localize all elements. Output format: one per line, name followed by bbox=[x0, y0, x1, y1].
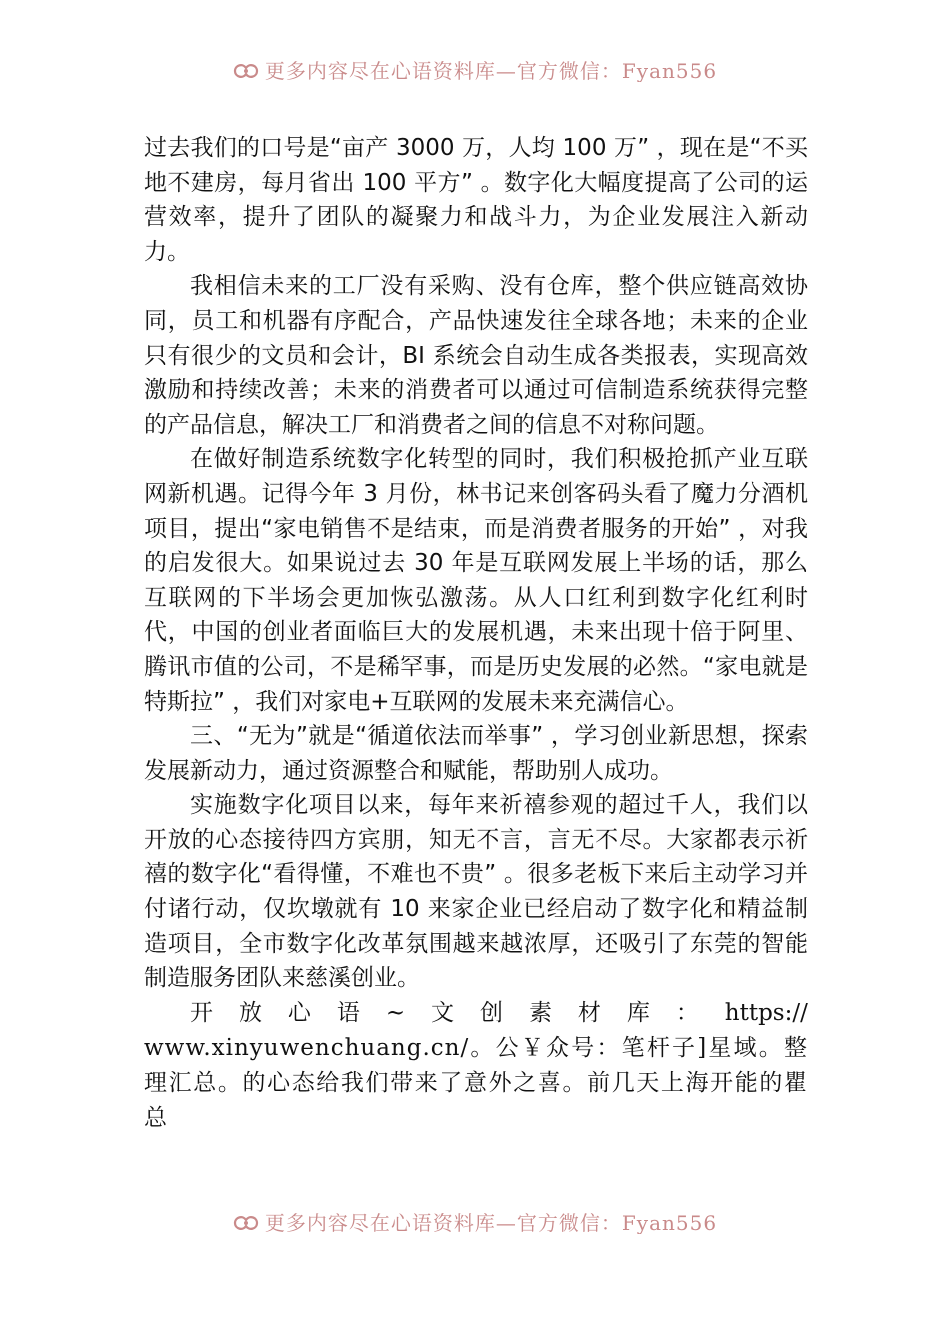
spread-char: 文 bbox=[431, 999, 455, 1026]
spread-char: 语 bbox=[336, 999, 360, 1026]
spread-serif-line bbox=[144, 996, 808, 1031]
serif-tail-paragraph: www.xinyuwenchuang.cn/。公￥众号：笔杆子]星域。整理汇总。的心态给我们带来了意外之喜。前几天上海开能的瞿总 bbox=[144, 1034, 808, 1131]
spread-char: 创 bbox=[480, 999, 503, 1026]
watermark-logo-icon bbox=[233, 1214, 259, 1235]
header-watermark bbox=[0, 60, 950, 82]
watermark-logo-icon bbox=[233, 62, 259, 83]
spread-char: 库 bbox=[626, 999, 650, 1026]
spread-char: ~ bbox=[385, 999, 406, 1026]
spread-char: 心 bbox=[287, 999, 311, 1026]
document-body bbox=[144, 131, 808, 1136]
watermark-text: 更多内容尽在心语资料库—官方微信：Fyan556 bbox=[264, 60, 718, 82]
spread-char: 放 bbox=[238, 999, 262, 1026]
paragraph-2: 我相信未来的工厂没有采购、没有仓库，整个供应链高效协同，员工和机器有序配合，产品快速发往全球各地；未来的企业只有很少的文员和会计，BI 系统会自动生成各类报表，实现高效激励和持续改善；未来的消费者可以通过可信制造系统获得完整的产品信息，解决工厂和消费者之间的信息不对称问题。 bbox=[144, 273, 808, 438]
spread-char: 开 bbox=[190, 999, 213, 1026]
spread-char: ： bbox=[675, 999, 699, 1026]
spread-char: https:// bbox=[724, 999, 808, 1026]
spread-char: 素 bbox=[528, 999, 552, 1026]
watermark-text: 更多内容尽在心语资料库—官方微信：Fyan556 bbox=[264, 1212, 718, 1234]
paragraph-4: 三、“无为”就是“循道依法而举事” ，学习创业新思想，探索发展新动力，通过资源整合和赋能，帮助别人成功。 bbox=[144, 723, 808, 784]
paragraph-3: 在做好制造系统数字化转型的同时，我们积极抢抓产业互联网新机遇。记得今年 3 月份，林书记来创客码头看了魔力分酒机项目，提出“家电销售不是结束，而是消费者服务的开始” ，对我的启发很大。如果说过去 30 年是互联网发展上半场的话，那么互联网的下半场会更加恢弘激荡。从人口红利到数字化红利时代，中国的创业者面临巨大的发展机遇，未来出现十倍于阿里、腾讯市值的公司，不是稀罕事，而是历史发展的必然。“家电就是特斯拉” ，我们对家电+互联网的发展未来充满信心。 bbox=[144, 446, 808, 715]
footer-watermark bbox=[0, 1212, 950, 1234]
spread-char: 材 bbox=[577, 999, 601, 1026]
paragraph-1: 过去我们的口号是“亩产 3000 万，人均 100 万” ，现在是“不买地不建房，每月省出 100 平方” 。数字化大幅度提高了公司的运营效率，提升了团队的凝聚力和战斗力，为企业发展注入新动力。 bbox=[144, 135, 808, 265]
paragraph-5: 实施数字化项目以来，每年来祈禧参观的超过千人，我们以开放的心态接待四方宾朋，知无不言，言无不尽。大家都表示祈禧的数字化“看得懂，不难也不贵” 。很多老板下来后主动学习并付诸行动，仅坎墩就有 10 来家企业已经启动了数字化和精益制造项目，全市数字化改革氛围越来越浓厚，还吸引了东莞的智能制造服务团队来慈溪创业。 bbox=[144, 792, 808, 992]
